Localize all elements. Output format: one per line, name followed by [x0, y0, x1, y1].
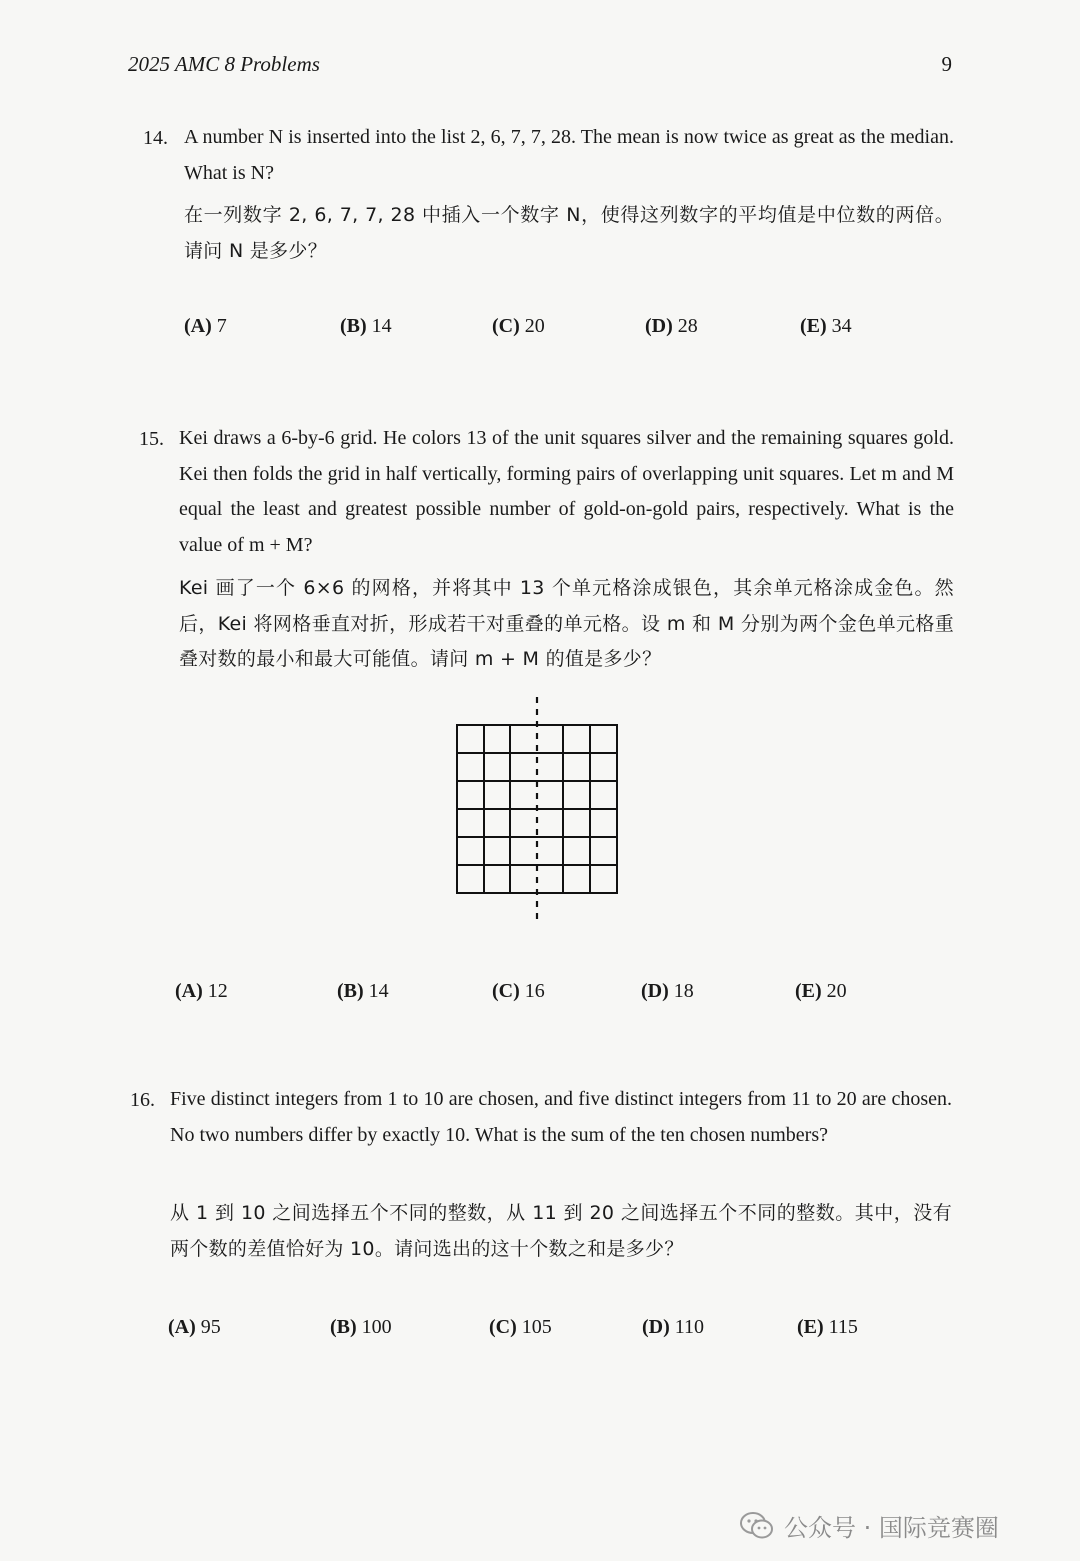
choice-d[interactable]: (D) 110 [642, 1316, 705, 1338]
choice-c[interactable]: (C) 20 [492, 315, 545, 337]
choice-a[interactable]: (A) 95 [168, 1316, 221, 1338]
choice-a[interactable]: (A) 12 [175, 980, 228, 1002]
page-header-title: 2025 AMC 8 Problems [128, 52, 320, 76]
problem-text-english: Kei draws a 6-by-6 grid. He colors 13 of the unit squares silver and the remaining squares gold. Kei then folds the grid in half vertically, forming pairs of overlapping unit squares. Let m and M equal the least and greatest possible number of gold-on-gold pairs, respectively. What is the value of m + M? [179, 427, 954, 556]
problem-text-chinese: Kei 画了一个 6×6 的网格，并将其中 13 个单元格涂成银色，其余单元格涂成金色。然后，Kei 将网格垂直对折，形成若干对重叠的单元格。设 m 和 M 分别为两个金色单元格重叠对数的最小和最大可能值。请问 m + M 的值是多少？ [179, 577, 954, 670]
choice-d[interactable]: (D) 28 [645, 315, 698, 337]
choice-c[interactable]: (C) 16 [492, 980, 545, 1002]
problem-number: 15. [139, 428, 164, 450]
problem-text-chinese: 在一列数字 2, 6, 7, 7, 28 中插入一个数字 N，使得这列数字的平均值是中位数的两倍。请问 N 是多少？ [184, 204, 954, 262]
choice-c[interactable]: (C) 105 [489, 1316, 552, 1338]
grid-icon [450, 695, 626, 923]
choice-d[interactable]: (D) 18 [641, 980, 694, 1002]
answer-choices [0, 980, 1080, 1010]
choice-b[interactable]: (B) 14 [340, 315, 392, 337]
choice-b[interactable]: (B) 14 [337, 980, 389, 1002]
page-number: 9 [941, 52, 952, 76]
answer-choices [0, 315, 1080, 345]
choice-b[interactable]: (B) 100 [330, 1316, 392, 1338]
choice-e[interactable]: (E) 34 [800, 315, 852, 337]
problem-text-english: A number N is inserted into the list 2, 6, 7, 7, 28. The mean is now twice as great as the median. What is N? [184, 126, 954, 184]
problem-text-english: Five distinct integers from 1 to 10 are chosen, and five distinct integers from 11 to 20 are chosen. No two numbers differ by exactly 10. What is the sum of the ten chosen numbers? [170, 1088, 952, 1146]
watermark-text: 公众号 · 国际竞赛圈 [784, 1514, 999, 1542]
choice-e[interactable]: (E) 115 [797, 1316, 858, 1338]
choice-e[interactable]: (E) 20 [795, 980, 847, 1002]
problem-number: 14. [143, 127, 168, 149]
watermark [740, 1508, 999, 1543]
problem-text-chinese: 从 1 到 10 之间选择五个不同的整数，从 11 到 20 之间选择五个不同的整数。其中，没有两个数的差值恰好为 10。请问选出的这十个数之和是多少？ [170, 1202, 952, 1260]
problem-number: 16. [130, 1089, 155, 1111]
wechat-icon [740, 1511, 774, 1541]
answer-choices [0, 1316, 1080, 1346]
choice-a[interactable]: (A) 7 [184, 315, 227, 337]
